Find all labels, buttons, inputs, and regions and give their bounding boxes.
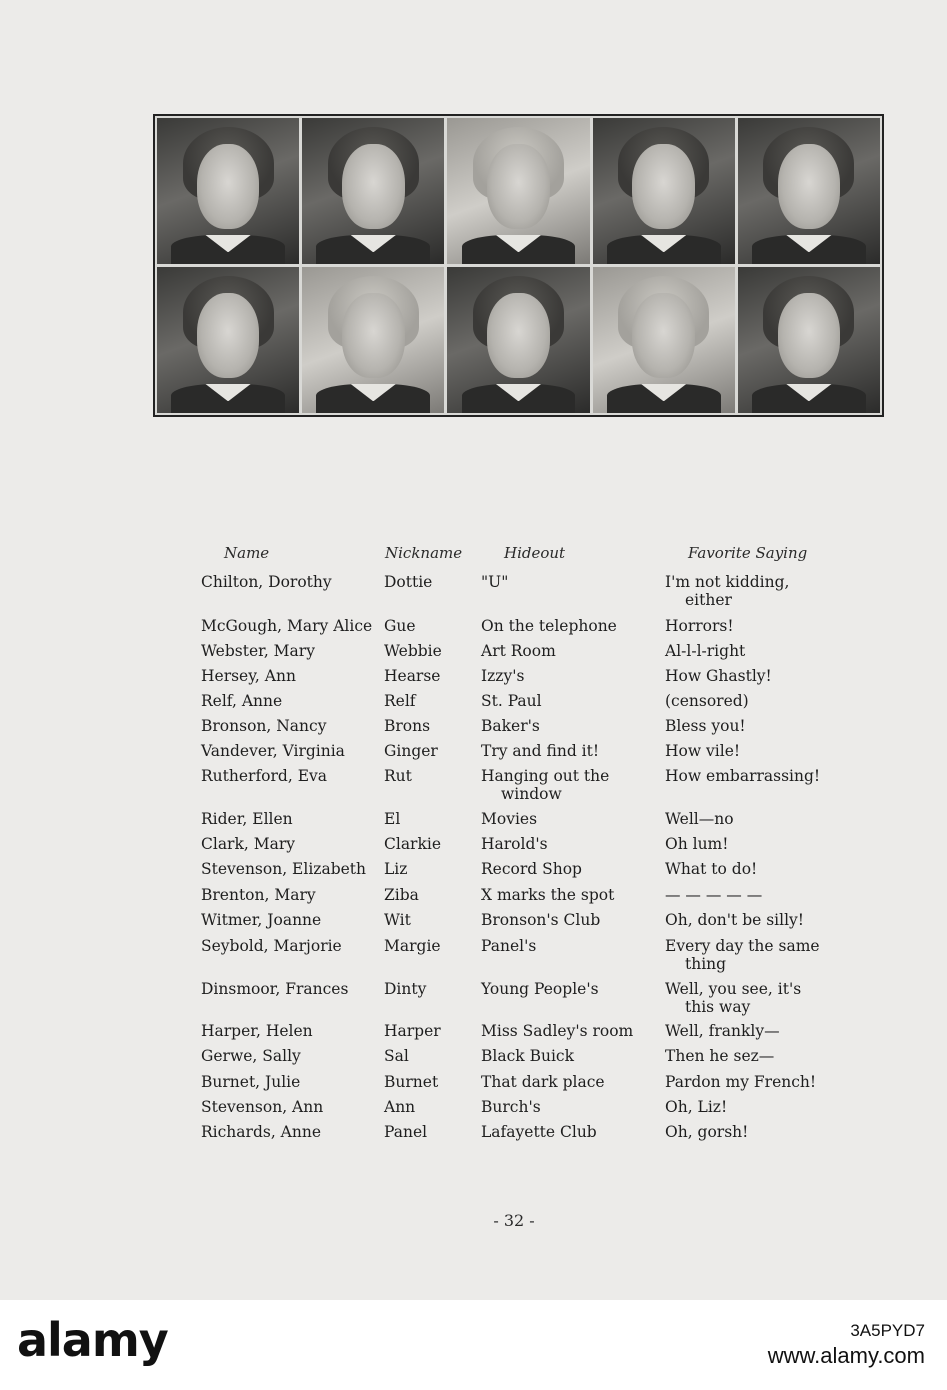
cell-hideout — [481, 667, 524, 685]
name-text: Chilton, Dorothy — [201, 573, 332, 591]
saying-text: Oh, Liz! — [665, 1098, 728, 1116]
name-text: Witmer, Joanne — [201, 911, 322, 929]
cell-saying — [665, 767, 820, 785]
cell-saying — [665, 642, 745, 660]
saying-text: How embarrassing! — [665, 767, 821, 785]
cell-hideout — [481, 1047, 574, 1065]
saying-text: Oh, don't be silly! — [665, 911, 805, 929]
cell-nickname — [384, 1098, 415, 1116]
cell-saying — [665, 860, 757, 878]
saying-continuation: this way — [685, 998, 751, 1016]
cell-hideout — [481, 810, 537, 828]
nickname-text: Sal — [384, 1047, 409, 1065]
hideout-text: Young People's — [481, 980, 599, 998]
cell-name — [201, 886, 316, 904]
cell-saying — [665, 1073, 816, 1091]
cell-saying — [665, 1098, 727, 1116]
hideout-text: Miss Sadley's room — [481, 1022, 634, 1040]
name-text: Bronson, Nancy — [201, 717, 327, 735]
name-text: Brenton, Mary — [201, 886, 316, 904]
cell-name — [201, 911, 321, 929]
cell-saying — [665, 937, 820, 973]
saying-text: Oh, gorsh! — [665, 1123, 749, 1141]
cell-nickname — [384, 937, 441, 955]
name-text: Stevenson, Ann — [201, 1098, 324, 1116]
name-text: Richards, Anne — [201, 1123, 322, 1141]
cell-hideout — [481, 886, 614, 904]
cell-saying — [665, 742, 740, 760]
saying-continuation: either — [685, 591, 732, 609]
cell-name — [201, 980, 348, 998]
name-text: Relf, Anne — [201, 692, 283, 710]
hideout-text: Baker's — [481, 717, 540, 735]
name-text: McGough, Mary Alice — [201, 617, 373, 635]
cell-name — [201, 692, 282, 710]
cell-name — [201, 617, 372, 635]
cell-saying — [665, 810, 734, 828]
hideout-text: Panel's — [481, 937, 537, 955]
name-text: Rutherford, Eva — [201, 767, 328, 785]
saying-text: How vile! — [665, 742, 741, 760]
cell-nickname — [384, 617, 416, 635]
saying-text: Well, you see, it's — [665, 980, 802, 998]
cell-nickname — [384, 667, 440, 685]
hideout-text: Bronson's Club — [481, 911, 601, 929]
nickname-text: Webbie — [384, 642, 442, 660]
saying-text: Bless you! — [665, 717, 746, 735]
name-text: Burnet, Julie — [201, 1073, 301, 1091]
cell-name — [201, 717, 326, 735]
cell-hideout — [481, 860, 582, 878]
saying-text: Well, frankly— — [665, 1022, 780, 1040]
cell-saying — [665, 573, 789, 609]
hideout-text: Try and find it! — [481, 742, 600, 760]
hideout-text: "U" — [481, 573, 509, 591]
saying-text: I'm not kidding, — [665, 573, 790, 591]
nickname-text: Brons — [384, 717, 431, 735]
nickname-text: Dinty — [384, 980, 427, 998]
saying-text: How Ghastly! — [665, 667, 772, 685]
cell-saying — [665, 980, 801, 1016]
name-text: Webster, Mary — [201, 642, 315, 660]
saying-text: Then he sez— — [665, 1047, 775, 1065]
nickname-text: Ginger — [384, 742, 438, 760]
stock-image-id: 3A5PYD7 — [850, 1321, 925, 1340]
nickname-text: Hearse — [384, 667, 441, 685]
cell-hideout — [481, 1073, 605, 1091]
hideout-text: That dark place — [481, 1073, 605, 1091]
cell-saying — [665, 886, 762, 904]
cell-hideout — [481, 717, 540, 735]
cell-hideout — [481, 617, 617, 635]
cell-name — [201, 860, 366, 878]
nickname-text: Panel — [384, 1123, 428, 1141]
cell-hideout — [481, 1123, 597, 1141]
cell-nickname — [384, 911, 411, 929]
name-text: Seybold, Marjorie — [201, 937, 342, 955]
hideout-text: Harold's — [481, 835, 548, 853]
cell-hideout — [481, 742, 599, 760]
hideout-text: St. Paul — [481, 692, 542, 710]
saying-text: (censored) — [665, 692, 749, 710]
alamy-logo: alamy — [17, 1313, 168, 1367]
header-hideout: Hideout — [504, 544, 566, 562]
saying-text: Pardon my French! — [665, 1073, 817, 1091]
cell-nickname — [384, 860, 407, 878]
cell-nickname — [384, 980, 426, 998]
nickname-text: Ann — [384, 1098, 416, 1116]
cell-name — [201, 667, 296, 685]
cell-hideout — [481, 573, 508, 591]
saying-text: Every day the same — [665, 937, 820, 955]
cell-hideout — [481, 980, 599, 998]
hideout-text: On the telephone — [481, 617, 617, 635]
cell-saying — [665, 717, 746, 735]
nickname-text: El — [384, 810, 401, 828]
cell-saying — [665, 1047, 774, 1065]
header-nickname: Nickname — [385, 544, 463, 562]
cell-hideout — [481, 911, 600, 929]
hideout-text: Burch's — [481, 1098, 541, 1116]
cell-name — [201, 835, 295, 853]
cell-hideout — [481, 767, 609, 803]
saying-text: Oh lum! — [665, 835, 729, 853]
cell-name — [201, 1073, 300, 1091]
nickname-text: Harper — [384, 1022, 441, 1040]
cell-hideout — [481, 1022, 633, 1040]
name-text: Rider, Ellen — [201, 810, 293, 828]
cell-saying — [665, 667, 772, 685]
cell-name — [201, 767, 327, 785]
cell-name — [201, 1123, 321, 1141]
nickname-text: Liz — [384, 860, 408, 878]
cell-name — [201, 1047, 301, 1065]
name-text: Vandever, Virginia — [201, 742, 345, 760]
cell-name — [201, 642, 315, 660]
nickname-text: Clarkie — [384, 835, 441, 853]
cell-hideout — [481, 692, 542, 710]
saying-text: Al-l-l-right — [665, 642, 746, 660]
nickname-text: Ziba — [384, 886, 419, 904]
hideout-text: Izzy's — [481, 667, 525, 685]
cell-hideout — [481, 835, 548, 853]
name-text: Stevenson, Elizabeth — [201, 860, 366, 878]
cell-saying — [665, 1022, 780, 1040]
cell-nickname — [384, 1073, 438, 1091]
hideout-text: Record Shop — [481, 860, 582, 878]
name-text: Clark, Mary — [201, 835, 295, 853]
cell-nickname — [384, 835, 441, 853]
hideout-text: Black Buick — [481, 1047, 574, 1065]
saying-text: Well—no — [665, 810, 734, 828]
saying-text: What to do! — [665, 860, 758, 878]
hideout-text: X marks the spot — [481, 886, 615, 904]
nickname-text: Wit — [384, 911, 411, 929]
cell-nickname — [384, 573, 432, 591]
cell-saying — [665, 617, 734, 635]
saying-text: — — — — — — [665, 886, 763, 904]
saying-continuation: thing — [685, 955, 727, 973]
nickname-text: Relf — [384, 692, 416, 710]
name-text: Harper, Helen — [201, 1022, 313, 1040]
page-number: - 32 - — [493, 1211, 535, 1230]
header-name: Name — [224, 544, 270, 562]
hideout-text: Lafayette Club — [481, 1123, 597, 1141]
name-text: Hersey, Ann — [201, 667, 296, 685]
hideout-continuation: window — [501, 785, 562, 803]
cell-hideout — [481, 1098, 541, 1116]
cell-nickname — [384, 1047, 409, 1065]
stock-url: www.alamy.com — [767, 1343, 925, 1368]
nickname-text: Gue — [384, 617, 416, 635]
nickname-text: Rut — [384, 767, 412, 785]
cell-name — [201, 937, 342, 955]
cell-name — [201, 1022, 313, 1040]
cell-nickname — [384, 810, 400, 828]
cell-nickname — [384, 1022, 441, 1040]
cell-name — [201, 742, 345, 760]
cell-nickname — [384, 767, 412, 785]
cell-name — [201, 1098, 323, 1116]
cell-nickname — [384, 692, 416, 710]
nickname-text: Margie — [384, 937, 441, 955]
hideout-text: Hanging out the — [481, 767, 610, 785]
cell-saying — [665, 835, 728, 853]
cell-nickname — [384, 1123, 427, 1141]
nickname-text: Dottie — [384, 573, 433, 591]
cell-saying — [665, 911, 804, 929]
cell-saying — [665, 692, 749, 710]
hideout-text: Art Room — [481, 642, 556, 660]
cell-nickname — [384, 642, 442, 660]
cell-name — [201, 573, 332, 591]
cell-nickname — [384, 742, 438, 760]
cell-saying — [665, 1123, 748, 1141]
nickname-text: Burnet — [384, 1073, 439, 1091]
cell-nickname — [384, 717, 430, 735]
cell-hideout — [481, 937, 536, 955]
cell-name — [201, 810, 293, 828]
stock-info — [768, 1318, 925, 1368]
name-text: Gerwe, Sally — [201, 1047, 301, 1065]
saying-text: Horrors! — [665, 617, 734, 635]
cell-hideout — [481, 642, 556, 660]
cell-nickname — [384, 886, 419, 904]
hideout-text: Movies — [481, 810, 538, 828]
name-text: Dinsmoor, Frances — [201, 980, 349, 998]
header-favorite-saying: Favorite Saying — [688, 544, 808, 562]
